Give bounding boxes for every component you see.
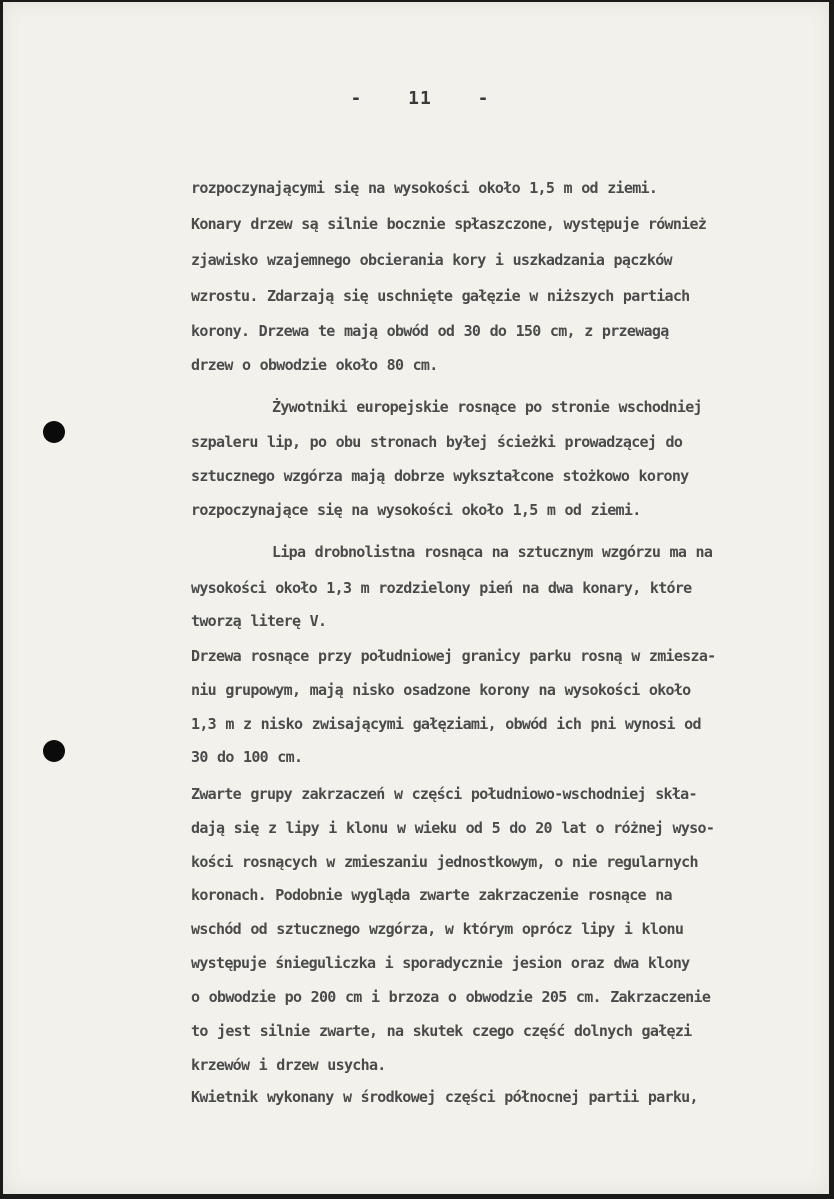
text-line: to jest silnie zwarte, na skutek czego część dolnych gałęzi	[191, 1022, 692, 1040]
text-line: sztucznego wzgórza mają dobrze wykształcone stożkowo korony	[191, 467, 689, 485]
text-line: szpaleru lip, po obu stronach byłej ścieżki prowadzącej do	[191, 433, 683, 451]
text-line: 30 do 100 cm.	[191, 748, 303, 766]
text-line: wysokości około 1,3 m rozdzielony pień na dwa konary, które	[191, 579, 692, 597]
text-line: kości rosnących w zmieszaniu jednostkowym, o nie regularnych	[191, 853, 698, 871]
text-line: Żywotniki europejskie rosnące po stronie wschodniej	[272, 398, 702, 416]
text-line: zjawisko wzajemnego obcierania kory i uszkadzania pączków	[191, 251, 672, 269]
text-line: Drzewa rosnące przy południowej granicy parku rosną w zmiesza-	[191, 647, 716, 665]
text-line: dają się z lipy i klonu w wieku od 5 do 20 lat o różnej wyso-	[191, 819, 715, 837]
text-line: wzrostu. Zdarzają się uschnięte gałęzie w niższych partiach	[191, 287, 690, 305]
document-page	[3, 2, 829, 1194]
punch-hole-lower	[43, 740, 65, 762]
text-line: krzewów i drzew usycha.	[191, 1056, 386, 1074]
text-line: rozpoczynającymi się na wysokości około 1,5 m od ziemi.	[191, 179, 658, 197]
text-line: występuje śnieguliczka i sporadycznie jesion oraz dwa klony	[191, 954, 690, 972]
text-line: Konary drzew są silnie bocznie spłaszczone, występuje również	[191, 215, 707, 233]
punch-hole-upper	[43, 421, 65, 443]
text-line: Zwarte grupy zakrzaczeń w części południowo-wschodniej skła-	[191, 785, 697, 803]
text-line: koronach. Podobnie wygląda zwarte zakrzaczenie rosnące na	[191, 886, 672, 904]
text-line: korony. Drzewa te mają obwód od 30 do 150 cm, z przewagą	[191, 322, 669, 340]
text-line: rozpoczynające się na wysokości około 1,5 m od ziemi.	[191, 501, 641, 519]
page-number: - 11 -	[350, 88, 490, 109]
text-line: Kwietnik wykonany w środkowej części północnej partii parku,	[191, 1088, 698, 1106]
text-line: o obwodzie po 200 cm i brzoza o obwodzie 205 cm. Zakrzaczenie	[191, 988, 711, 1006]
text-line: niu grupowym, mają nisko osadzone korony na wysokości około	[191, 681, 691, 699]
text-line: 1,3 m z nisko zwisającymi gałęziami, obwód ich pni wynosi od	[191, 715, 701, 733]
text-line: drzew o obwodzie około 80 cm.	[191, 356, 438, 374]
text-line: tworzą literę V.	[191, 612, 327, 630]
text-line: Lipa drobnolistna rosnąca na sztucznym wzgórzu ma na	[272, 543, 713, 561]
text-line: wschód od sztucznego wzgórza, w którym oprócz lipy i klonu	[191, 920, 684, 938]
